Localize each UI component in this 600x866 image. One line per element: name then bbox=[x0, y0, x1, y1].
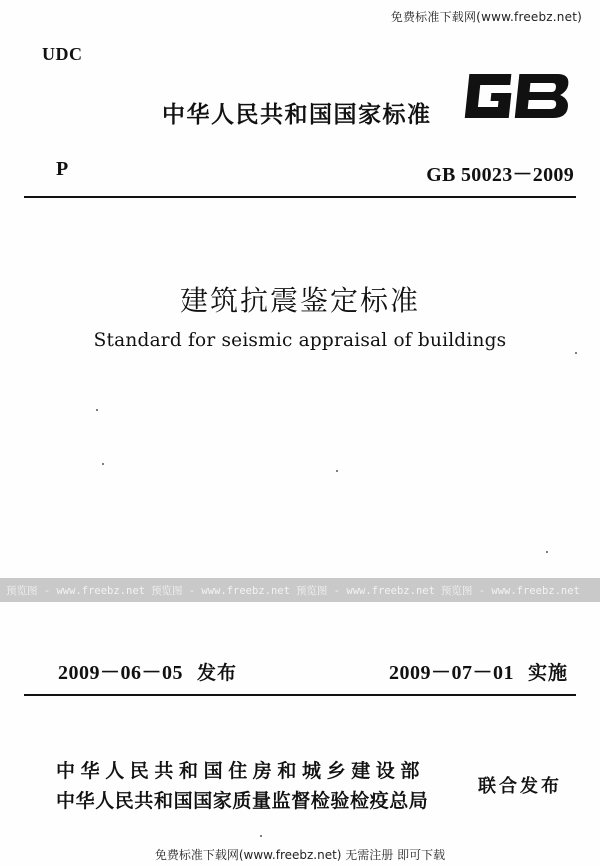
preview-watermark-item: 预览图 - www.freebz.net bbox=[6, 584, 145, 597]
gb-logo bbox=[462, 68, 574, 124]
scan-speck bbox=[102, 463, 104, 465]
bottom-watermark: 免费标准下载网(www.freebz.net) 无需注册 即可下载 bbox=[154, 848, 446, 862]
scan-speck bbox=[575, 352, 577, 354]
category-code: P bbox=[56, 158, 69, 180]
preview-watermark-band bbox=[0, 578, 600, 602]
bottom-divider bbox=[24, 694, 576, 696]
top-divider bbox=[24, 196, 576, 198]
effective-date-label: 实施 bbox=[528, 662, 569, 684]
scan-speck bbox=[546, 551, 548, 553]
scan-speck bbox=[96, 409, 98, 411]
preview-watermark-item: 预览图 - www.freebz.net bbox=[295, 584, 435, 597]
effective-date-value: 2009－07－01 bbox=[389, 662, 514, 684]
scan-speck bbox=[336, 470, 338, 472]
preview-watermark-item: 预览图 - www.freebz.net bbox=[440, 584, 580, 597]
joint-issue-label: 联合发布 bbox=[478, 776, 562, 797]
national-standard-heading: 中华人民共和国国家标准 bbox=[162, 102, 432, 128]
effective-date bbox=[389, 656, 568, 685]
top-watermark: 免费标准下载网(www.freebz.net) bbox=[390, 10, 582, 24]
udc-label: UDC bbox=[42, 44, 83, 64]
issue-date bbox=[58, 656, 237, 685]
standard-number: GB 50023－2009 bbox=[426, 164, 574, 186]
preview-watermark-item: 预览图 - www.freebz.net bbox=[150, 584, 290, 597]
issuing-authorities bbox=[56, 756, 428, 816]
scan-speck bbox=[260, 835, 262, 837]
issuer-aqsiq: 中华人民共和国国家质量监督检验检疫总局 bbox=[56, 790, 429, 812]
issue-date-value: 2009－06－05 bbox=[58, 662, 183, 684]
issuer-ministry-housing: 中华人民共和国住房和城乡建设部 bbox=[56, 760, 426, 782]
title-chinese: 建筑抗震鉴定标准 bbox=[179, 284, 420, 317]
issue-date-label: 发布 bbox=[197, 662, 238, 684]
title-english: Standard for seismic appraisal of buildings bbox=[93, 330, 507, 351]
